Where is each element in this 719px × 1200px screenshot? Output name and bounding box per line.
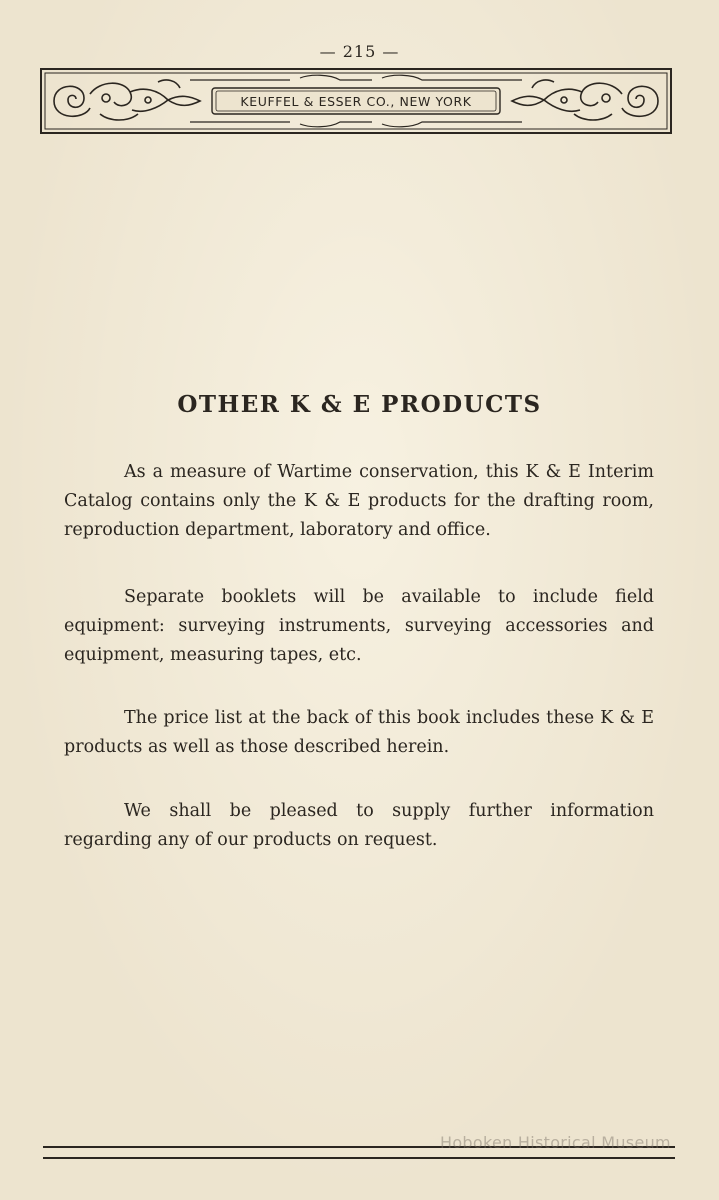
company-banner — [40, 68, 672, 134]
paragraph-price-list: The price list at the back of this book includes these K & E products as well as those described herein. — [64, 708, 654, 757]
ornamental-banner-frame — [40, 68, 672, 134]
museum-watermark: Hoboken Historical Museum — [440, 1133, 671, 1152]
paragraph-separate-booklets: Separate booklets will be available to include field equipment: surveying instruments, surveying accessories and equipment, measuring tapes, etc. — [64, 587, 654, 665]
footer-rule-bottom — [43, 1157, 675, 1159]
company-name: KEUFFEL & ESSER CO., NEW YORK — [240, 94, 472, 109]
section-heading: OTHER K & E PRODUCTS — [177, 391, 542, 418]
paragraph-further-information: We shall be pleased to supply further information regarding any of our products on request. — [64, 801, 654, 850]
page-number: — 215 — — [319, 42, 400, 61]
paragraph-wartime-conservation: As a measure of Wartime conservation, this K & E Interim Catalog contains only the K & E products for the drafting room, reproduction department, laboratory and office. — [64, 462, 654, 540]
